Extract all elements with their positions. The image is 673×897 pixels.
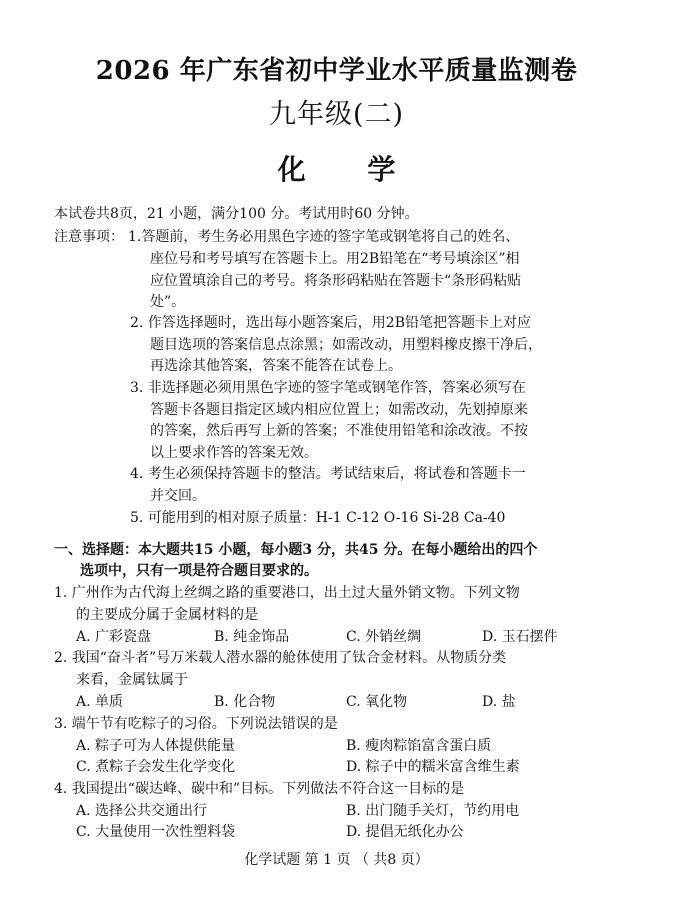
note-5-atomic-masses: 5. 可能用到的相对原子质量：H-1 C-12 O-16 Si-28 Ca-40 <box>130 510 506 526</box>
question-1-option-a: A. 广彩瓷盘 <box>76 629 152 645</box>
question-2-stem-line-1: 2. 我国“奋斗者”号万米载人潜水器的舱体使用了钛合金材料。从物质分类 <box>54 650 507 666</box>
question-4-option-a: A. 选择公共交通出行 <box>76 803 208 819</box>
question-1-option-d: D. 玉石摆件 <box>482 629 558 645</box>
question-3-option-a: A. 粽子可为人体提供能量 <box>76 738 236 754</box>
question-2-option-b: B. 化合物 <box>214 694 276 710</box>
exam-title: 2026 年广东省初中学业水平质量监测卷 <box>95 56 578 86</box>
question-4-option-d: D. 提倡无纸化办公 <box>346 824 464 840</box>
note-2-line-2: 题目选项的答案信息点涂黑；如需改动，用塑料橡皮擦干净后， <box>150 337 542 353</box>
section-1-heading-line-1: 一、选择题：本大题共15 小题，每小题3 分，共45 分。在每小题给出的四个 <box>54 542 538 558</box>
note-2-line-1: 2. 作答选择题时，选出每小题答案后，用2B铅笔把答题卡上对应 <box>130 315 532 331</box>
note-3-line-3: 的答案，然后再写上新的答案；不准使用铅笔和涂改液。不按 <box>150 423 528 439</box>
page-footer: 化学试题 第 1 页 （ 共8 页） <box>244 852 429 868</box>
question-3-stem: 3. 端午节有吃粽子的习俗。下列说法错误的是 <box>54 716 338 732</box>
question-4-option-c: C. 大量使用一次性塑料袋 <box>76 824 236 840</box>
question-1-option-c: C. 外销丝绸 <box>346 629 422 645</box>
note-3-line-1: 3. 非选择题必须用黑色字迹的签字笔或钢笔作答，答案必须写在 <box>130 380 526 396</box>
question-1-stem-line-2: 的主要成分属于金属材料的是 <box>76 607 258 623</box>
section-1-heading-line-2: 选项中，只有一项是符合题目要求的。 <box>80 563 318 579</box>
question-1-option-b: B. 纯金饰品 <box>214 629 290 645</box>
question-2-option-d: D. 盐 <box>482 694 516 710</box>
note-4-line-2: 并交回。 <box>150 488 206 504</box>
note-1-line-2: 座位号和考号填写在答题卡上。用2B铅笔在“考号填涂区”相 <box>150 251 520 267</box>
note-1-line-3: 应位置填涂自己的考号。将条形码粘贴在答题卡“条形码粘贴 <box>150 273 522 289</box>
subject-title: 化 学 <box>277 153 422 186</box>
exam-intro: 本试卷共8页，21 小题，满分100 分。考试用时60 分钟。 <box>54 206 419 222</box>
question-2-stem-line-2: 来看，金属钛属于 <box>76 672 188 688</box>
question-3-option-b: B. 瘦肉粽馅富含蛋白质 <box>346 738 492 754</box>
question-3-option-c: C. 煮粽子会发生化学变化 <box>76 759 236 775</box>
note-3-line-2: 答题卡各题目指定区域内相应位置上；如需改动，先划掉原来 <box>150 402 528 418</box>
note-1-line-4: 处”。 <box>150 294 186 310</box>
question-2-option-a: A. 单质 <box>76 694 124 710</box>
note-1-line-1: 1.答题前，考生务必用黑色字迹的签字笔或钢笔将自己的姓名、 <box>128 229 520 245</box>
question-4-stem: 4. 我国提出“碳达峰、碳中和”目标。下列做法不符合这一目标的是 <box>54 781 465 797</box>
note-2-line-3: 再选涂其他答案，答案不能答在试卷上。 <box>150 358 402 374</box>
question-1-stem-line-1: 1. 广州作为古代海上丝绸之路的重要港口，出土过大量外销文物。下列文物 <box>54 585 520 601</box>
note-3-line-4: 以上要求作答的答案无效。 <box>150 445 318 461</box>
question-2-option-c: C. 氧化物 <box>346 694 408 710</box>
grade-subtitle: 九年级(二) <box>268 99 405 130</box>
note-4-line-1: 4. 考生必须保持答题卡的整洁。考试结束后，将试卷和答题卡一 <box>130 466 526 482</box>
notes-label: 注意事项： <box>54 229 124 245</box>
question-4-option-b: B. 出门随手关灯，节约用电 <box>346 803 520 819</box>
question-3-option-d: D. 粽子中的糯米富含维生素 <box>346 759 520 775</box>
